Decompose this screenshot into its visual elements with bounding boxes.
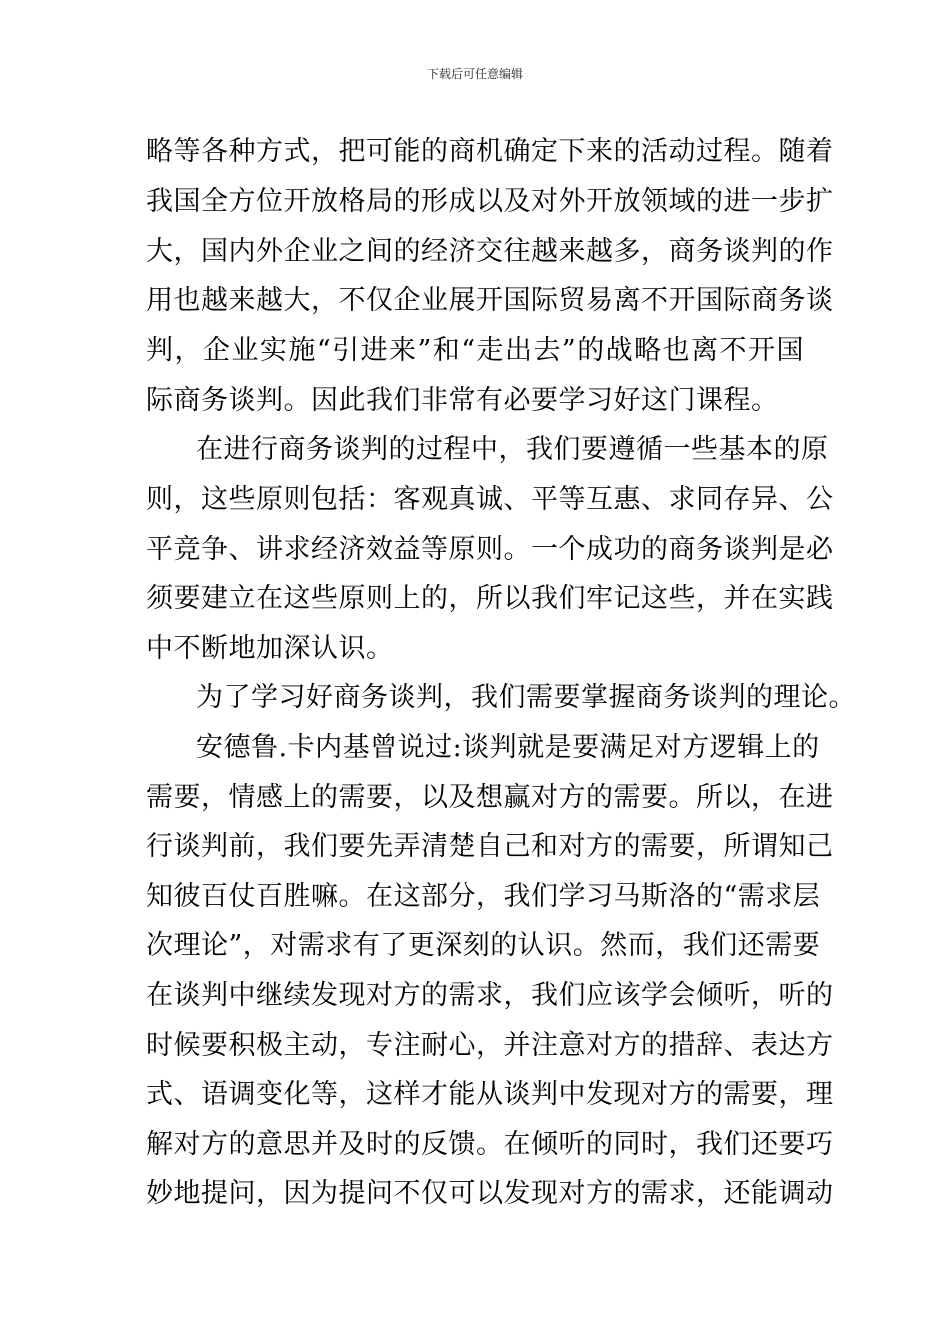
text-line: 平竞争、讲求经济效益等原则。一个成功的商务谈判是必 [146, 534, 834, 565]
text-line: 用也越来越大，不仅企业展开国际贸易离不开国际商务谈 [146, 285, 834, 316]
paragraph-first-line: 在进行商务谈判的过程中，我们要遵循一些基本的原 [196, 434, 829, 465]
text-line: 行谈判前，我们要先弄清楚自己和对方的需要，所谓知己 [146, 831, 834, 862]
text-line: 在谈判中继续发现对方的需求，我们应该学会倾听，听的 [146, 980, 834, 1011]
text-line: 我国全方位开放格局的形成以及对外开放领域的进一步扩 [146, 186, 834, 217]
text-line: 际商务谈判。因此我们非常有必要学习好这门课程。 [146, 385, 779, 416]
page-header-note: 下载后可任意编辑 [426, 67, 523, 81]
text-line: 次理论”，对需求有了更深刻的认识。然而，我们还需要 [146, 930, 821, 961]
text-line: 略等各种方式，把可能的商机确定下来的活动过程。随着 [146, 136, 834, 167]
paragraph-first-line: 为了学习好商务谈判，我们需要掌握商务谈判的理论。 [196, 682, 856, 713]
text-line: 式、语调变化等，这样才能从谈判中发现对方的需要，理 [146, 1079, 834, 1110]
text-line: 大，国内外企业之间的经济交往越来越多，商务谈判的作 [146, 236, 834, 267]
text-line: 则，这些原则包括：客观真诚、平等互惠、求同存异、公 [146, 484, 834, 515]
text-line: 需要，情感上的需要，以及想赢对方的需要。所以，在进 [146, 782, 834, 813]
text-line: 解对方的意思并及时的反馈。在倾听的同时，我们还要巧 [146, 1129, 834, 1160]
text-line: 中不断地加深认识。 [146, 633, 394, 664]
text-line: 须要建立在这些原则上的，所以我们牢记这些，并在实践 [146, 583, 834, 614]
text-line: 时候要积极主动，专注耐心，并注意对方的措辞、表达方 [146, 1030, 834, 1061]
paragraph-first-line: 安德鲁.卡内基曾说过:谈判就是要满足对方逻辑上的 [196, 732, 820, 763]
text-line: 妙地提问，因为提问不仅可以发现对方的需求，还能调动 [146, 1178, 834, 1209]
text-line: 知彼百仗百胜嘛。在这部分，我们学习马斯洛的“需求层 [146, 881, 821, 912]
text-line: 判，企业实施“引进来”和“走出去”的战略也离不开国 [146, 335, 804, 366]
